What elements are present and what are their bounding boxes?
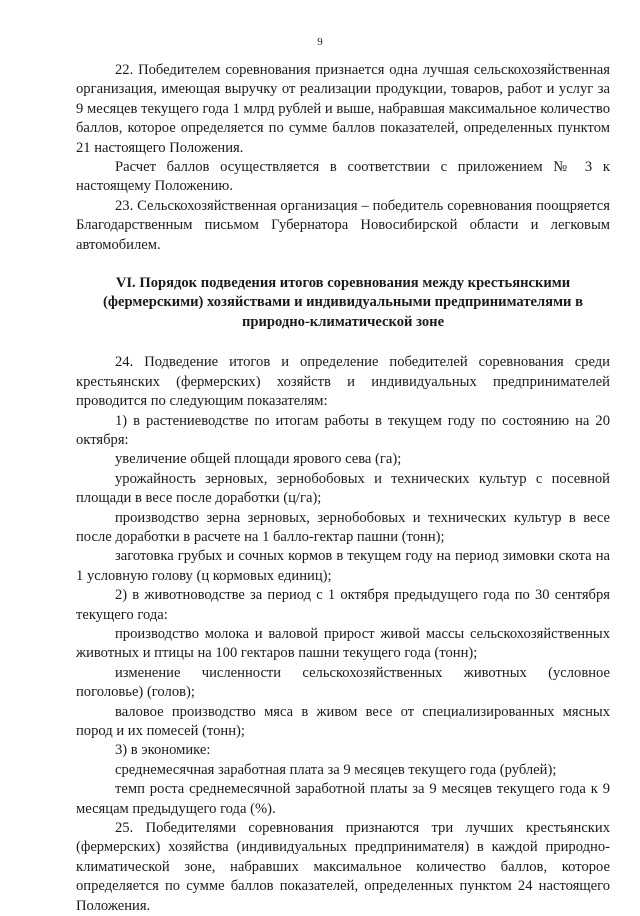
paragraph-23: 23. Сельскохозяйственная организация – победитель соревнования поощряется Благодарственным письмом Губернатора Новосибирской области и легковым автомобилем. <box>76 197 610 253</box>
list-item: среднемесячная заработная плата за 9 месяцев текущего года (рублей); <box>115 761 557 778</box>
list-item: заготовка грубых и сочных кормов в текущем году на период зимовки скота на 1 условную голову (ц кормовых единиц); <box>76 548 610 584</box>
list-item: урожайность зерновых, зернобобовых и технических культур с посевной площади в весе после доработки (ц/га); <box>76 470 610 507</box>
list-item: 1) в растениеводстве по итогам работы в текущем году по состоянию на 20 октября: <box>76 412 610 448</box>
paragraph-calculation: Расчет баллов осуществляется в соответствии с приложением № 3 к настоящему Положению. <box>76 159 610 195</box>
page-number: 9 <box>317 36 323 48</box>
document-body <box>76 61 610 916</box>
list-item: изменение численности сельскохозяйственных животных (условное поголовье) (голов); <box>76 664 610 701</box>
section-heading: VI. Порядок подведения итогов соревнования между крестьянскими (фермерскими) хозяйствами и индивидуальными предпринимателями в природно-климатической зоне <box>103 275 583 330</box>
paragraph-25: 25. Победителями соревнования признаются три лучших крестьянских (фермерских) хозяйства (индивидуальных предпринимателя) в каждой природно-климатической зоне, набравших максимальное количество баллов, которое определяется по сумме баллов показателей, определенных пунктом 24 настоящего Положения. <box>76 820 610 914</box>
list-item: валовое производство мяса в живом весе от специализированных мясных пород и их помесей (тонн); <box>76 703 610 739</box>
list-item: темп роста среднемесячной заработной платы за 9 месяцев текущего года к 9 месяцам предыдущего года (%). <box>76 781 610 817</box>
list-item: 3) в экономике: <box>115 742 211 759</box>
list-item: производство зерна зерновых, зернобобовых и технических культур в весе после доработки в расчете на 1 балло-гектар пашни (тонн); <box>76 509 610 545</box>
paragraph-24: 24. Подведение итогов и определение победителей соревнования среди крестьянских (фермерских) хозяйств и индивидуальных предпринимателей проводится по следующим показателям: <box>76 354 610 410</box>
paragraph-22: 22. Победителем соревнования признается одна лучшая сельскохозяйственная организация, имеющая выручку от реализации продукции, товаров, работ и услуг за 9 месяцев текущего года 1 млрд рублей и выше, набравшая максимальное количество баллов, которое определяется по сумме баллов показателей, определенных пунктом 21 настоящего Положения. <box>76 62 610 156</box>
list-item: 2) в животноводстве за период с 1 октября предыдущего года по 30 сентября текущего года: <box>76 587 610 623</box>
list-item: производство молока и валовой прирост живой массы сельскохозяйственных животных и птицы на 100 гектаров пашни текущего года (тонн); <box>76 625 610 662</box>
list-item: увеличение общей площади ярового сева (га); <box>115 451 402 468</box>
